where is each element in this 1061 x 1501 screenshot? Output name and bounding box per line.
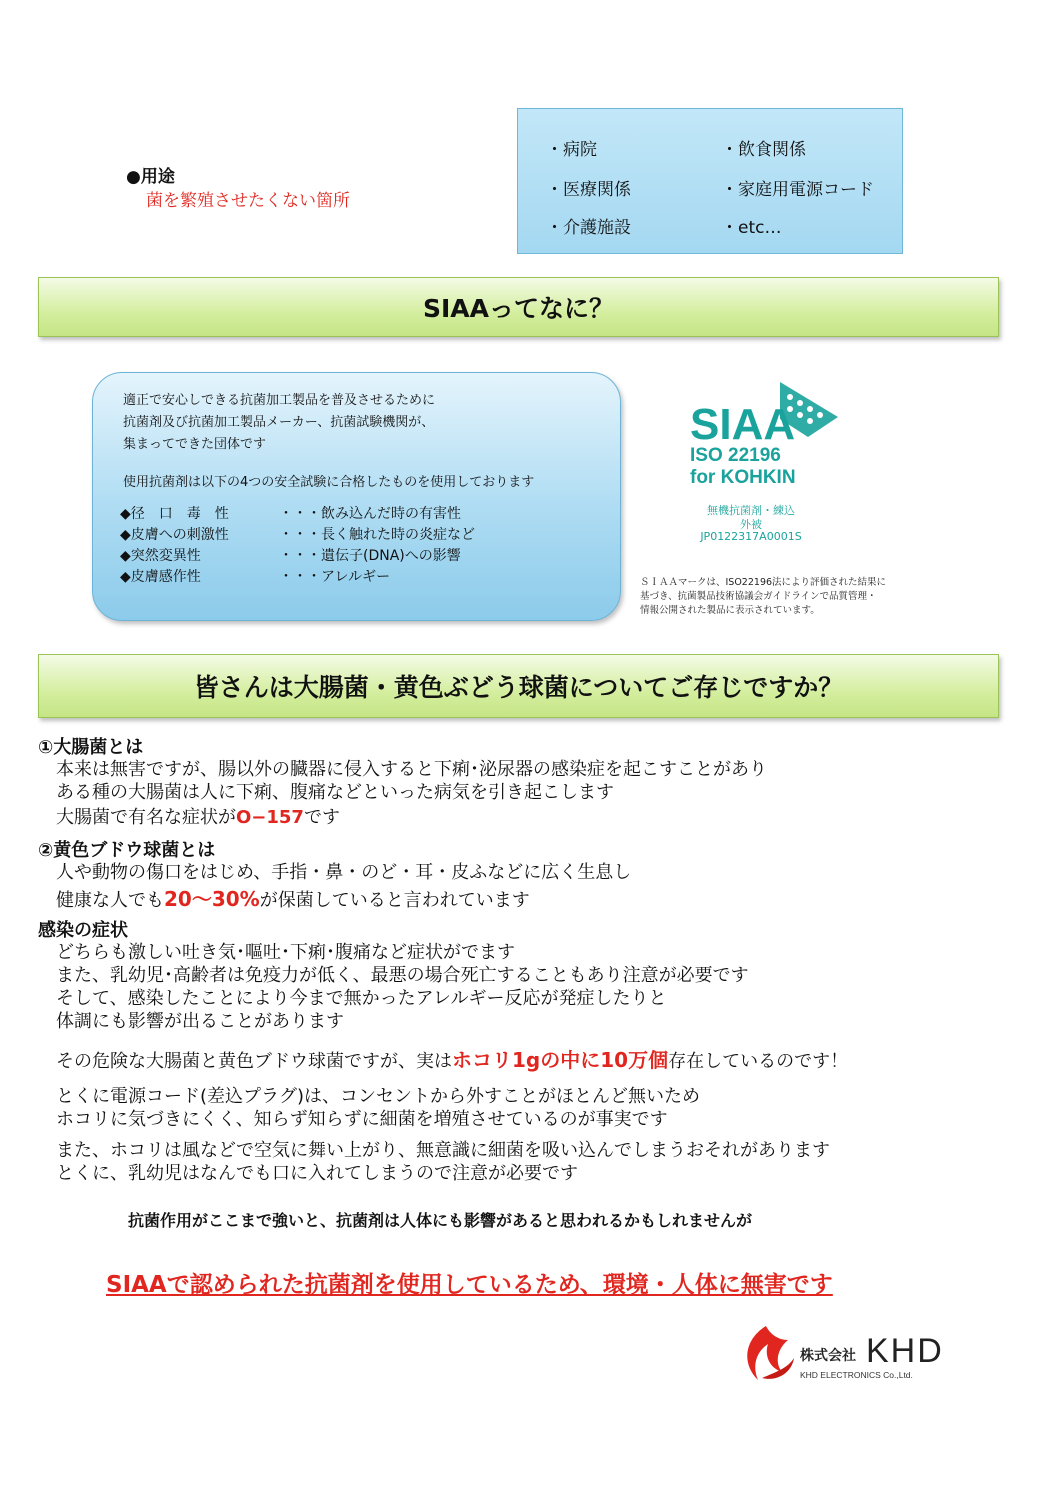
test-name: ◆径 口 毒 性 — [120, 506, 229, 522]
ecoli-symptom-pre: 大腸菌で有名な症状が — [56, 807, 236, 828]
company-sub: KHD ELECTRONICS Co.,Ltd. — [800, 1370, 913, 1380]
ecoli-line: 本来は無害ですが、腸以外の臓器に侵入すると下痢･泌尿器の感染症を起こすことがあり — [56, 759, 767, 780]
closing-statement: SIAAで認められた抗菌剤を使用しているため、環境・人体に無害です — [106, 1272, 833, 1298]
symptom-title: 感染の症状 — [38, 920, 128, 941]
o157-highlight: O−157 — [236, 807, 304, 828]
siaa-for: for KOHKIN — [690, 467, 796, 487]
ecoli-line: ある種の大腸菌は人に下痢、腹痛などといった病気を引き起こします — [56, 782, 614, 803]
siaa-intro-line: 抗菌剤及び抗菌加工製品メーカー、抗菌試験機関が、 — [123, 415, 435, 430]
usage-item: ・etc… — [721, 218, 782, 238]
company-logo — [738, 1322, 988, 1384]
test-desc: ・・・アレルギー — [279, 569, 391, 585]
cord-line: ホコリに気づきにくく、知らず知らずに細菌を増殖させているのが事実です — [56, 1109, 668, 1130]
siaa-wordmark: SIAA — [690, 400, 796, 449]
danger-pre: その危険な大腸菌と黄色ブドウ球菌ですが、実は — [56, 1051, 452, 1072]
test-name: ◆突然変異性 — [120, 548, 201, 564]
usage-item: ・医療関係 — [546, 180, 631, 200]
bacteria-banner-title: 皆さんは大腸菌・黄色ぶどう球菌についてご存じですか？ — [193, 673, 844, 702]
symptom-line: そして、感染したことにより今まで無かったアレルギー反応が発症したりと — [56, 988, 667, 1009]
siaa-code: JP0122317A0001S — [700, 530, 802, 543]
bacteria-banner — [38, 654, 999, 718]
usage-item: ・病院 — [546, 140, 597, 160]
siaa-banner-title: SIAAってなに？ — [422, 294, 614, 323]
usage-title: ●用途 — [126, 167, 175, 187]
company-name-en: KHD — [866, 1332, 944, 1370]
usage-item: ・飲食関係 — [721, 140, 806, 160]
siaa-intro-line: 適正で安心しできる抗菌加工製品を普及させるために — [123, 393, 436, 408]
khd-flame-icon — [747, 1326, 794, 1380]
closing-question: 抗菌作用がここまで強いと、抗菌剤は人体にも影響があると思われるかもしれませんが — [128, 1211, 753, 1230]
siaa-tests-intro: 使用抗菌剤は以下の4つの安全試験に合格したものを使用しております — [123, 475, 535, 490]
siaa-logo — [688, 377, 848, 487]
danger-line — [56, 1044, 848, 1073]
staph-post: が保菌していると言われています — [259, 890, 530, 911]
siaa-note: ＳＩＡＡマークは、ISO22196法により評価された結果に — [640, 577, 887, 588]
siaa-note: 情報公開された製品に表示されています。 — [640, 605, 820, 616]
air-line: とくに、乳幼児はなんでも口に入れてしまうので注意が必要です — [56, 1163, 578, 1184]
usage-item: ・家庭用電源コード — [721, 180, 874, 200]
siaa-banner — [38, 277, 999, 337]
test-desc: ・・・遺伝子(DNA)への影響 — [279, 548, 461, 564]
ecoli-title: ①大腸菌とは — [38, 737, 144, 758]
usage-text: 菌を繁殖させたくない箇所 — [146, 191, 350, 211]
symptom-line: 体調にも影響が出ることがあります — [56, 1011, 344, 1032]
test-name: ◆皮膚への刺激性 — [120, 527, 229, 543]
staph-percent-highlight: 20～30% — [164, 887, 260, 911]
air-line: また、ホコリは風などで空気に舞い上がり、無意識に細菌を吸い込んでしまうおそれがあります — [56, 1140, 830, 1161]
siaa-sub-1: 無機抗菌剤・練込 — [707, 504, 795, 517]
staph-title: ②黄色ブドウ球菌とは — [38, 840, 216, 861]
siaa-info-box — [92, 372, 621, 621]
cord-line: とくに電源コード(差込プラグ)は、コンセントから外すことがほとんど無いため — [56, 1086, 701, 1107]
siaa-iso: ISO 22196 — [690, 445, 781, 466]
siaa-intro-line: 集まってできた団体です — [123, 437, 267, 452]
staph-pre: 健康な人でも — [56, 890, 164, 911]
company-name-jp: 株式会社 — [800, 1347, 856, 1363]
staph-line — [56, 883, 530, 912]
danger-post: 存在しているのです！ — [668, 1051, 849, 1072]
test-desc: ・・・飲み込んだ時の有害性 — [279, 506, 461, 522]
siaa-sub-2: 外被 — [740, 518, 762, 531]
test-name: ◆皮膚感作性 — [120, 569, 201, 585]
test-desc: ・・・長く触れた時の炎症など — [279, 527, 475, 543]
staph-line: 人や動物の傷口をはじめ、手指・鼻・のど・耳・皮ふなどに広く生息し — [56, 862, 632, 883]
ecoli-line — [56, 803, 340, 829]
usage-item: ・介護施設 — [546, 218, 631, 238]
symptom-line: どちらも激しい吐き気･嘔吐･下痢･腹痛など症状がでます — [56, 942, 515, 963]
siaa-note: 基づき、抗菌製品技術協議会ガイドラインで品質管理・ — [640, 591, 877, 602]
symptom-line: また、乳幼児･高齢者は免疫力が低く、最悪の場合死亡することもあり注意が必要です — [56, 965, 749, 986]
dust-highlight: ホコリ1gの中に10万個 — [452, 1048, 669, 1072]
ecoli-symptom-post: です — [303, 807, 340, 828]
usage-box — [517, 108, 903, 254]
